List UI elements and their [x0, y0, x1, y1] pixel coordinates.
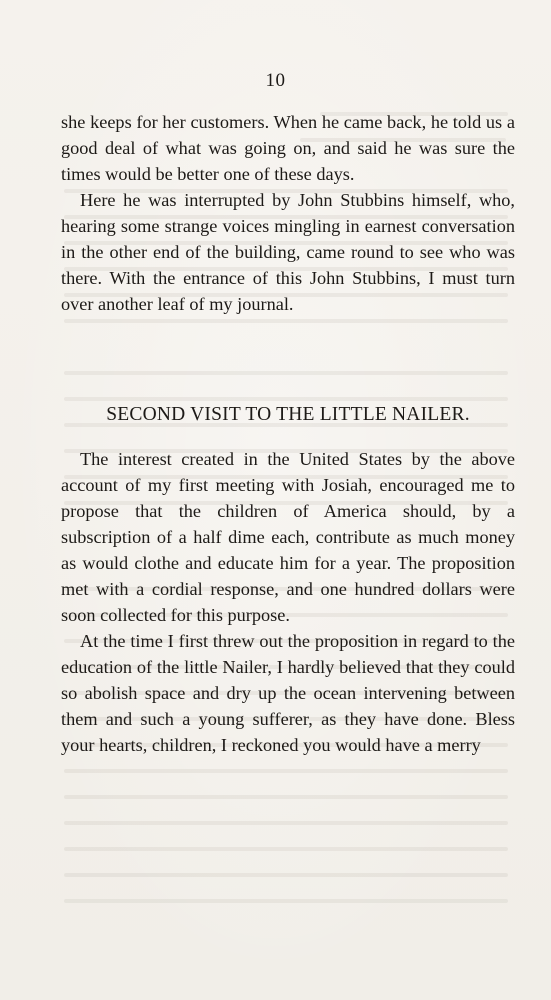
- paragraph-continuation: she keeps for her customers. When he came back, he told us a good deal of what was going on, and said he was sure the times would be better one of these days.: [61, 112, 515, 184]
- paragraph-proposition: At the time I first threw out the proposition in regard to the education of the little Nailer, I hardly believed that they could so abolish space and dry up the ocean intervening between them and such a young sufferer, as they have done. Bless your hearts, children, I reckoned you would have a merry: [61, 631, 515, 755]
- page-number: 10: [265, 70, 286, 91]
- section-heading: SECOND VISIT TO THE LITTLE NAILER.: [106, 404, 470, 425]
- paragraph-john-stubbins: Here he was interrupted by John Stubbins himself, who, hearing some strange voices mingling in earnest conversation in the other end of the building, came round to see who was there. With the entrance of this John Stubbins, I must turn over another leaf of my journal.: [61, 190, 515, 314]
- paragraph-interest-created: The interest created in the United States by the above account of my first meeting with Josiah, encouraged me to propose that the children of America should, by a subscription of a half dime each, contribute as much money as would clothe and educate him for a year. The proposition met with a cordial response, and one hundred dollars were soon collected for this purpose.: [61, 449, 515, 625]
- page-body: [61, 109, 515, 758]
